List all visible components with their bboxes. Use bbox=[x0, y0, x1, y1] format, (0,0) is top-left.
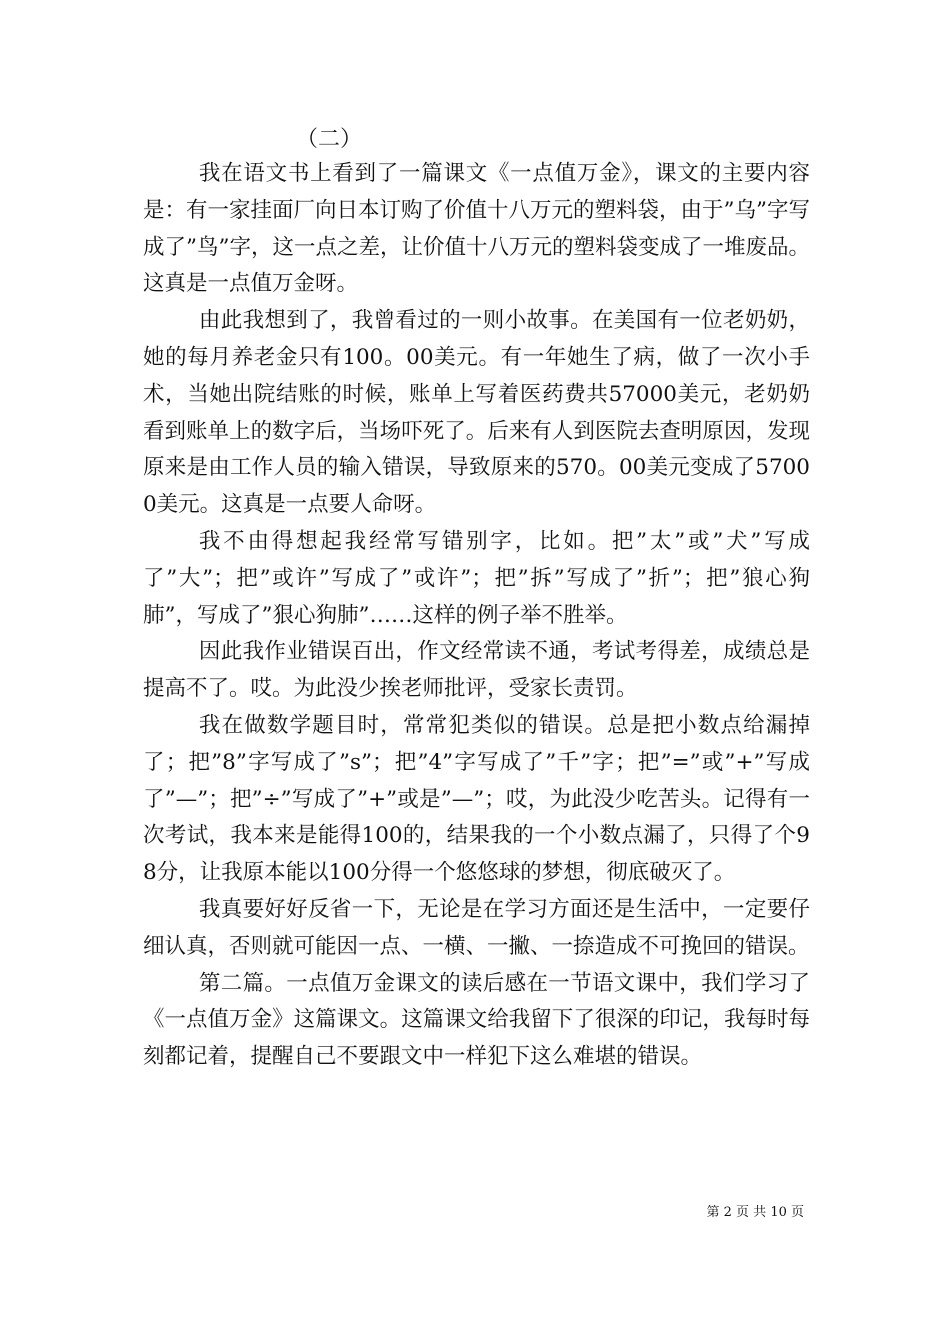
paragraph-7: 第二篇。一点值万金课文的读后感在一节语文课中，我们学习了《一点值万金》这篇课文。这篇课文给我留下了很深的印记，我每时每刻都记着，提醒自己不要跟文中一样犯下这么难堪的错误。 bbox=[143, 970, 810, 1070]
paragraph-3: 我不由得想起我经常写错别字，比如。把”太”或”犬”写成了”大”；把”或许”写成了”戓许”；把”拆”写成了”折”；把”狼心狗肺”，写成了”狠心狗肺”……这样的例子举不胜举。 bbox=[143, 528, 810, 628]
body-text bbox=[143, 156, 810, 1076]
paragraph-2: 由此我想到了，我曾看过的一则小故事。在美国有一位老奶奶，她的每月养老金只有100。00美元。有一年她生了病，做了一次小手术，当她出院结账的时候，账单上写着医药费共57000美元，老奶奶看到账单上的数字后，当场吓死了。后来有人到医院去查明原因，发现原来是由工作人员的输入错误，导致原来的570。00美元变成了57000美元。这真是一点要人命呀。 bbox=[143, 308, 810, 518]
section-heading: （二） bbox=[296, 127, 363, 152]
page-number-footer: 第 2 页 共 10 页 bbox=[706, 1205, 804, 1220]
paragraph-5: 我在做数学题目时，常常犯类似的错误。总是把小数点给漏掉了；把”8”字写成了”s”；把”4”字写成了”千”字；把”=”或”+”写成了”—”；把”÷”写成了”+”或是”—”；哎，为此没少吃苦头。记得有一次考试，我本来是能得100的，结果我的一个小数点漏了，只得了个98分，让我原本能以100分得一个悠悠球的梦想，彻底破灭了。 bbox=[143, 712, 810, 886]
paragraph-4: 因此我作业错误百出，作文经常读不通，考试考得差，成绩总是提高不了。哎。为此没少挨老师批评，受家长责罚。 bbox=[143, 639, 810, 702]
paragraph-1: 我在语文书上看到了一篇课文《一点值万金》，课文的主要内容是：有一家挂面厂向日本订购了价值十八万元的塑料袋，由于”乌”字写成了”鸟”字，这一点之差，让价值十八万元的塑料袋变成了一堆废品。这真是一点值万金呀。 bbox=[143, 161, 810, 297]
paragraph-6: 我真要好好反省一下，无论是在学习方面还是生活中，一定要仔细认真，否则就可能因一点、一横、一撇、一捺造成不可挽回的错误。 bbox=[143, 896, 810, 959]
